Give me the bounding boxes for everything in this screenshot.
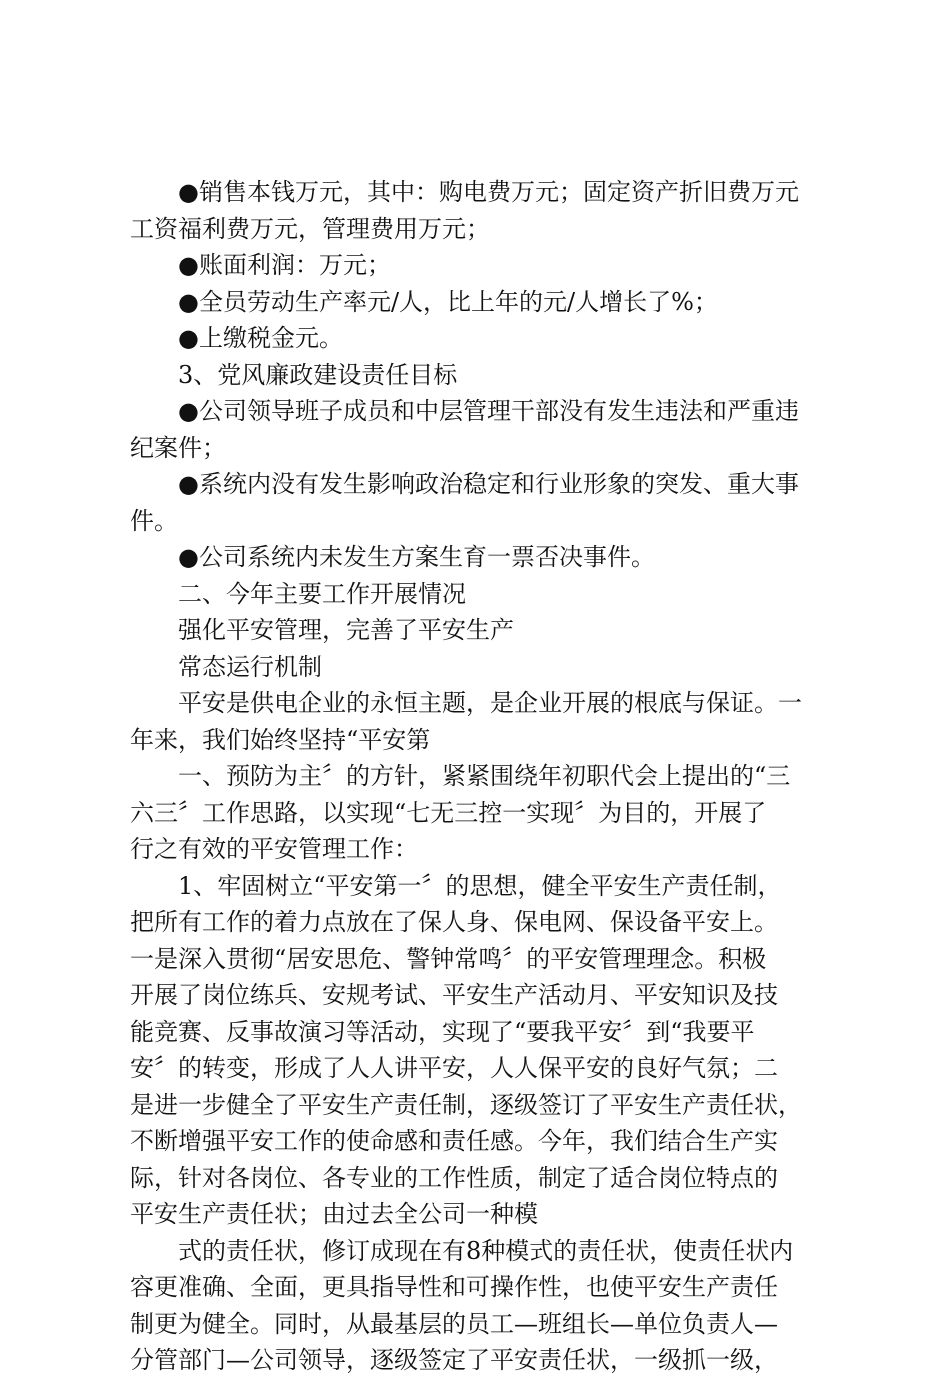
- text-line: ●上缴税金元。: [178, 324, 343, 352]
- text-line: 年来，我们始终坚持“平安第: [130, 725, 431, 754]
- text-line: 一、预防为主〞的方针，紧紧围绕年初职代会上提出的“三: [178, 762, 791, 790]
- text-line: 安〞的转变，形成了人人讲平安，人人保平安的良好气氛；二: [130, 1054, 778, 1082]
- text-line: ●账面利润：万元；: [178, 251, 391, 279]
- section-heading: 二、今年主要工作开展情况: [178, 579, 466, 608]
- section-heading: 3、党风廉政建设责任目标: [178, 360, 458, 389]
- text-line: 能竞赛、反事故演习等活动，实现了“要我平安〞到“我要平: [130, 1017, 755, 1046]
- text-line: 工资福利费万元，管理费用万元；: [130, 214, 490, 243]
- text-line: 制更为健全。同时，从最基层的员工—班组长—单位负责人—: [130, 1309, 778, 1338]
- text-line: 容更准确、全面，更具指导性和可操作性，也使平安生产责任: [130, 1273, 778, 1301]
- text-line: 把所有工作的着力点放在了保人身、保电网、保设备平安上。: [130, 908, 778, 936]
- text-line: 平安生产责任状；由过去全公司一种模: [130, 1200, 538, 1228]
- text-line: 式的责任状，修订成现在有8种模式的责任状，使责任状内: [178, 1236, 794, 1265]
- text-line: ●公司系统内未发生方案生育一票否决事件。: [178, 543, 655, 571]
- text-line: ●全员劳动生产率元/人，比上年的元/人增长了%；: [178, 287, 718, 316]
- text-line: 纪案件；: [130, 433, 226, 462]
- text-line: 是进一步健全了平安生产责任制，逐级签订了平安生产责任状，: [130, 1090, 802, 1119]
- text-line: 件。: [130, 506, 178, 535]
- text-line: 不断增强平安工作的使命感和责任感。今年，我们结合生产实: [130, 1127, 778, 1155]
- text-line: 六三〞工作思路，以实现“七无三控一实现〞为目的，开展了: [130, 798, 767, 827]
- text-line: ●公司领导班子成员和中层管理干部没有发生违法和严重违: [178, 397, 799, 425]
- text-line: 开展了岗位练兵、安规考试、平安生产活动月、平安知识及技: [130, 981, 778, 1009]
- text-line: ●销售本钱万元，其中：购电费万元；固定资产折旧费万元: [178, 178, 799, 206]
- subheading: 强化平安管理，完善了平安生产: [178, 616, 514, 644]
- text-line: 一是深入贯彻“居安思危、警钟常鸣〞的平安管理理念。积极: [130, 944, 767, 973]
- text-line: 际，针对各岗位、各专业的工作性质，制定了适合岗位特点的: [130, 1163, 778, 1192]
- document-body: [130, 174, 840, 1379]
- text-line: 1、牢固树立“平安第一〞的思想，健全平安生产责任制，: [178, 871, 782, 900]
- text-line: 分管部门—公司领导，逐级签定了平安责任状，一级抓一级，: [130, 1346, 778, 1374]
- text-line: 行之有效的平安管理工作：: [130, 835, 418, 863]
- subheading: 常态运行机制: [178, 652, 322, 681]
- text-line: ●系统内没有发生影响政治稳定和行业形象的突发、重大事: [178, 470, 799, 498]
- text-line: 平安是供电企业的永恒主题，是企业开展的根底与保证。一: [178, 689, 802, 717]
